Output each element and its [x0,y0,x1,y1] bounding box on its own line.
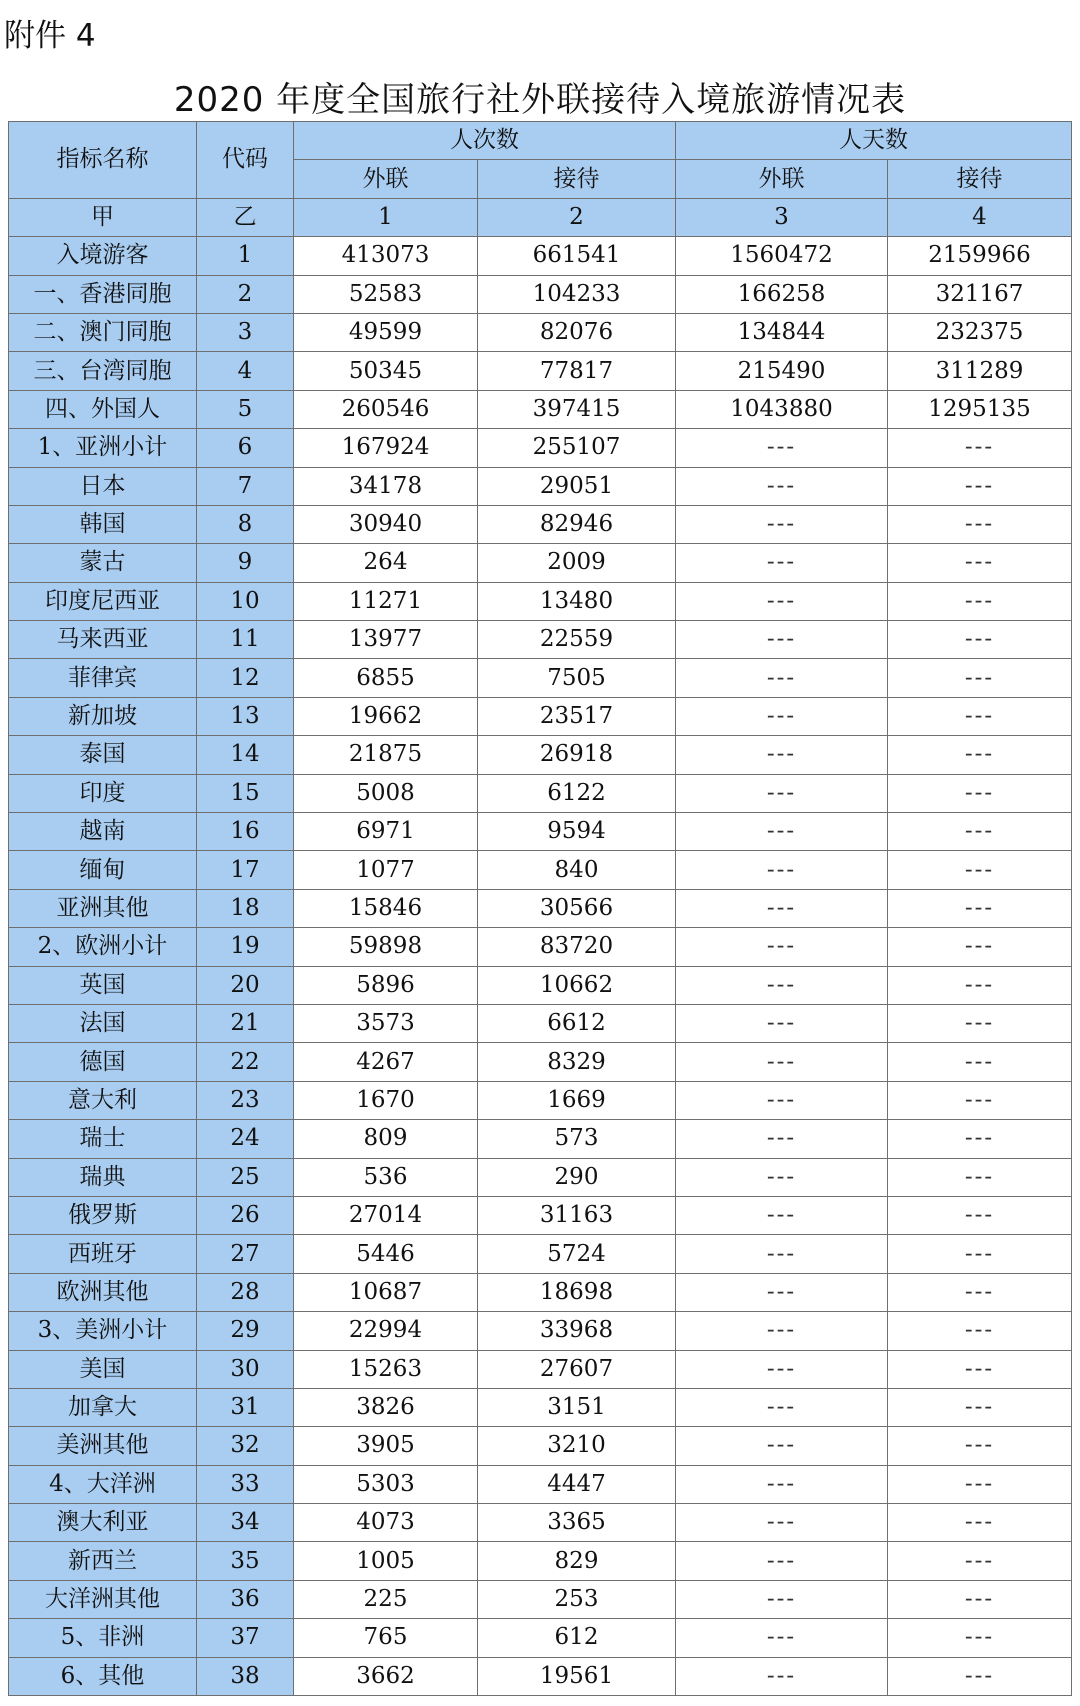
row-name-cell: 二、澳门同胞 [9,313,197,351]
row-reception-days-cell: --- [888,1196,1072,1234]
row-name-cell: 1、亚洲小计 [9,429,197,467]
row-code-cell: 34 [197,1504,294,1542]
row-code-cell: 22 [197,1043,294,1081]
row-name-cell: 四、外国人 [9,390,197,428]
row-name-cell: 日本 [9,467,197,505]
row-outbound-times-cell: 13977 [294,621,478,659]
row-outbound-days-cell: --- [676,1657,888,1695]
row-name-cell: 瑞士 [9,1120,197,1158]
row-reception-times-cell: 6122 [478,774,676,812]
row-outbound-days-cell: 134844 [676,313,888,351]
row-outbound-days-cell: --- [676,1043,888,1081]
row-outbound-times-cell: 11271 [294,582,478,620]
row-reception-days-cell: --- [888,928,1072,966]
row-reception-times-cell: 22559 [478,621,676,659]
row-reception-times-cell: 27607 [478,1350,676,1388]
row-code-cell: 11 [197,621,294,659]
row-outbound-times-cell: 6971 [294,813,478,851]
row-outbound-times-cell: 4073 [294,1504,478,1542]
row-name-cell: 泰国 [9,736,197,774]
row-reception-times-cell: 13480 [478,582,676,620]
row-outbound-days-cell: --- [676,966,888,1004]
row-code-cell: 20 [197,966,294,1004]
row-reception-times-cell: 82076 [478,313,676,351]
row-name-cell: 俄罗斯 [9,1196,197,1234]
row-reception-days-cell: --- [888,1542,1072,1580]
table-row [9,813,1072,851]
row-code-cell: 7 [197,467,294,505]
row-reception-times-cell: 77817 [478,352,676,390]
row-name-cell: 新西兰 [9,1542,197,1580]
row-code-cell: 5 [197,390,294,428]
row-outbound-times-cell: 225 [294,1580,478,1618]
header-person-times: 人次数 [294,122,676,160]
row-reception-times-cell: 104233 [478,275,676,313]
table-row [9,467,1072,505]
row-code-cell: 9 [197,544,294,582]
row-reception-days-cell: --- [888,544,1072,582]
row-reception-times-cell: 3210 [478,1427,676,1465]
row-outbound-times-cell: 50345 [294,352,478,390]
row-reception-times-cell: 661541 [478,237,676,275]
row-outbound-days-cell: --- [676,1312,888,1350]
row-outbound-days-cell: --- [676,813,888,851]
row-name-cell: 加拿大 [9,1388,197,1426]
row-name-cell: 3、美洲小计 [9,1312,197,1350]
page-title: 2020 年度全国旅行社外联接待入境旅游情况表 [173,80,907,120]
row-reception-days-cell: --- [888,1312,1072,1350]
row-code-cell: 30 [197,1350,294,1388]
row-reception-days-cell: --- [888,966,1072,1004]
row-reception-days-cell: 311289 [888,352,1072,390]
header-col-a: 甲 [9,198,197,236]
table-row [9,1465,1072,1503]
table-header [9,122,1072,237]
row-outbound-days-cell: --- [676,544,888,582]
table-row [9,1081,1072,1119]
row-name-cell: 瑞典 [9,1158,197,1196]
row-outbound-times-cell: 260546 [294,390,478,428]
table-row [9,774,1072,812]
row-reception-days-cell: --- [888,1043,1072,1081]
row-reception-times-cell: 33968 [478,1312,676,1350]
row-name-cell: 蒙古 [9,544,197,582]
row-code-cell: 33 [197,1465,294,1503]
row-reception-times-cell: 840 [478,851,676,889]
table-row [9,275,1072,313]
row-reception-days-cell: --- [888,1350,1072,1388]
table-row [9,1312,1072,1350]
row-outbound-times-cell: 765 [294,1619,478,1657]
row-name-cell: 马来西亚 [9,621,197,659]
row-code-cell: 36 [197,1580,294,1618]
row-outbound-times-cell: 21875 [294,736,478,774]
row-outbound-times-cell: 5303 [294,1465,478,1503]
row-outbound-times-cell: 6855 [294,659,478,697]
table-row [9,621,1072,659]
row-name-cell: 法国 [9,1004,197,1042]
table-row [9,966,1072,1004]
row-code-cell: 35 [197,1542,294,1580]
row-outbound-days-cell: --- [676,1235,888,1273]
header-col-1: 1 [294,198,478,236]
row-code-cell: 38 [197,1657,294,1695]
table-row [9,1273,1072,1311]
row-reception-days-cell: --- [888,1504,1072,1542]
row-outbound-times-cell: 1077 [294,851,478,889]
table-row [9,697,1072,735]
table-row [9,889,1072,927]
header-person-days: 人天数 [676,122,1072,160]
row-outbound-times-cell: 30940 [294,505,478,543]
table-row [9,659,1072,697]
row-reception-days-cell: --- [888,467,1072,505]
row-reception-times-cell: 29051 [478,467,676,505]
row-outbound-times-cell: 5446 [294,1235,478,1273]
row-outbound-times-cell: 167924 [294,429,478,467]
row-reception-times-cell: 82946 [478,505,676,543]
row-name-cell: 菲律宾 [9,659,197,697]
row-outbound-days-cell: --- [676,621,888,659]
row-reception-times-cell: 6612 [478,1004,676,1042]
row-reception-times-cell: 1669 [478,1081,676,1119]
row-code-cell: 23 [197,1081,294,1119]
row-outbound-times-cell: 52583 [294,275,478,313]
row-name-cell: 英国 [9,966,197,1004]
row-outbound-times-cell: 1005 [294,1542,478,1580]
row-code-cell: 16 [197,813,294,851]
row-code-cell: 12 [197,659,294,697]
attachment-label: 附件 4 [4,18,96,54]
row-name-cell: 三、台湾同胞 [9,352,197,390]
row-outbound-days-cell: --- [676,1465,888,1503]
row-reception-times-cell: 5724 [478,1235,676,1273]
row-reception-days-cell: --- [888,1388,1072,1426]
row-name-cell: 缅甸 [9,851,197,889]
row-outbound-times-cell: 34178 [294,467,478,505]
row-reception-days-cell: --- [888,813,1072,851]
row-code-cell: 24 [197,1120,294,1158]
row-outbound-days-cell: --- [676,659,888,697]
table-row [9,928,1072,966]
row-reception-times-cell: 31163 [478,1196,676,1234]
row-outbound-times-cell: 3662 [294,1657,478,1695]
table-row [9,429,1072,467]
row-reception-times-cell: 2009 [478,544,676,582]
row-reception-times-cell: 290 [478,1158,676,1196]
row-reception-times-cell: 19561 [478,1657,676,1695]
row-code-cell: 2 [197,275,294,313]
row-outbound-days-cell: 215490 [676,352,888,390]
row-reception-times-cell: 23517 [478,697,676,735]
row-outbound-days-cell: --- [676,1580,888,1618]
row-outbound-times-cell: 10687 [294,1273,478,1311]
row-outbound-days-cell: --- [676,429,888,467]
row-reception-days-cell: --- [888,1657,1072,1695]
table-row [9,736,1072,774]
row-code-cell: 10 [197,582,294,620]
row-reception-times-cell: 7505 [478,659,676,697]
row-outbound-times-cell: 22994 [294,1312,478,1350]
table-row [9,1580,1072,1618]
row-reception-times-cell: 18698 [478,1273,676,1311]
row-outbound-days-cell: --- [676,1542,888,1580]
row-outbound-times-cell: 5896 [294,966,478,1004]
row-code-cell: 32 [197,1427,294,1465]
row-code-cell: 6 [197,429,294,467]
row-code-cell: 17 [197,851,294,889]
table-row [9,1350,1072,1388]
row-code-cell: 25 [197,1158,294,1196]
row-name-cell: 德国 [9,1043,197,1081]
row-name-cell: 一、香港同胞 [9,275,197,313]
row-outbound-days-cell: --- [676,1196,888,1234]
row-code-cell: 19 [197,928,294,966]
row-reception-days-cell: --- [888,1081,1072,1119]
row-outbound-days-cell: --- [676,1619,888,1657]
row-code-cell: 14 [197,736,294,774]
row-reception-days-cell: --- [888,429,1072,467]
row-reception-days-cell: --- [888,1465,1072,1503]
row-name-cell: 印度尼西亚 [9,582,197,620]
row-name-cell: 入境游客 [9,237,197,275]
table-row [9,851,1072,889]
table-row [9,505,1072,543]
row-reception-days-cell: --- [888,851,1072,889]
row-name-cell: 美洲其他 [9,1427,197,1465]
header-col-b: 乙 [197,198,294,236]
row-reception-days-cell: --- [888,736,1072,774]
table-row [9,544,1072,582]
row-reception-times-cell: 3365 [478,1504,676,1542]
row-reception-times-cell: 30566 [478,889,676,927]
row-outbound-days-cell: --- [676,1504,888,1542]
row-reception-times-cell: 255107 [478,429,676,467]
row-name-cell: 2、欧洲小计 [9,928,197,966]
row-code-cell: 13 [197,697,294,735]
row-outbound-times-cell: 3826 [294,1388,478,1426]
row-outbound-days-cell: --- [676,928,888,966]
row-outbound-days-cell: --- [676,889,888,927]
data-table [8,121,1072,1696]
row-name-cell: 欧洲其他 [9,1273,197,1311]
row-outbound-days-cell: --- [676,582,888,620]
row-outbound-times-cell: 27014 [294,1196,478,1234]
row-reception-days-cell: --- [888,1004,1072,1042]
row-code-cell: 18 [197,889,294,927]
header-reception-days: 接待 [888,160,1072,198]
row-outbound-days-cell: --- [676,505,888,543]
row-reception-days-cell: --- [888,621,1072,659]
row-outbound-days-cell: --- [676,1273,888,1311]
table-row [9,582,1072,620]
row-outbound-times-cell: 59898 [294,928,478,966]
row-name-cell: 澳大利亚 [9,1504,197,1542]
row-code-cell: 15 [197,774,294,812]
header-outbound-days: 外联 [676,160,888,198]
header-col-4: 4 [888,198,1072,236]
row-outbound-times-cell: 49599 [294,313,478,351]
row-code-cell: 37 [197,1619,294,1657]
row-outbound-days-cell: --- [676,467,888,505]
row-code-cell: 4 [197,352,294,390]
row-outbound-times-cell: 15263 [294,1350,478,1388]
row-reception-days-cell: --- [888,659,1072,697]
row-reception-times-cell: 26918 [478,736,676,774]
row-code-cell: 29 [197,1312,294,1350]
row-reception-days-cell: --- [888,1120,1072,1158]
row-outbound-days-cell: --- [676,1158,888,1196]
row-reception-days-cell: --- [888,1580,1072,1618]
header-reception-times: 接待 [478,160,676,198]
row-outbound-days-cell: --- [676,1388,888,1426]
table-row [9,1619,1072,1657]
table-row [9,1657,1072,1695]
table-row [9,1004,1072,1042]
row-reception-days-cell: --- [888,774,1072,812]
row-reception-times-cell: 253 [478,1580,676,1618]
row-name-cell: 4、大洋洲 [9,1465,197,1503]
row-reception-days-cell: 2159966 [888,237,1072,275]
row-name-cell: 西班牙 [9,1235,197,1273]
row-outbound-days-cell: --- [676,1081,888,1119]
row-outbound-times-cell: 809 [294,1120,478,1158]
row-outbound-days-cell: --- [676,851,888,889]
row-code-cell: 21 [197,1004,294,1042]
row-outbound-days-cell: --- [676,697,888,735]
table-row [9,1388,1072,1426]
row-name-cell: 韩国 [9,505,197,543]
header-indicator: 指标名称 [9,122,197,199]
row-code-cell: 26 [197,1196,294,1234]
row-outbound-days-cell: --- [676,1350,888,1388]
row-reception-days-cell: --- [888,505,1072,543]
row-reception-times-cell: 4447 [478,1465,676,1503]
row-outbound-times-cell: 4267 [294,1043,478,1081]
row-code-cell: 27 [197,1235,294,1273]
row-reception-times-cell: 829 [478,1542,676,1580]
row-code-cell: 3 [197,313,294,351]
table-row [9,1158,1072,1196]
table-row [9,1196,1072,1234]
row-outbound-times-cell: 1670 [294,1081,478,1119]
row-code-cell: 8 [197,505,294,543]
row-reception-days-cell: --- [888,1235,1072,1273]
row-reception-days-cell: --- [888,697,1072,735]
table-row [9,1542,1072,1580]
row-reception-times-cell: 3151 [478,1388,676,1426]
row-reception-times-cell: 83720 [478,928,676,966]
table-row [9,1235,1072,1273]
row-reception-days-cell: --- [888,889,1072,927]
row-outbound-days-cell: --- [676,1427,888,1465]
row-reception-days-cell: --- [888,582,1072,620]
table-row [9,1120,1072,1158]
row-outbound-times-cell: 15846 [294,889,478,927]
row-reception-days-cell: 1295135 [888,390,1072,428]
row-name-cell: 意大利 [9,1081,197,1119]
table-row [9,313,1072,351]
row-reception-times-cell: 573 [478,1120,676,1158]
row-outbound-days-cell: --- [676,774,888,812]
row-reception-times-cell: 10662 [478,966,676,1004]
row-code-cell: 1 [197,237,294,275]
row-name-cell: 亚洲其他 [9,889,197,927]
row-outbound-days-cell: 166258 [676,275,888,313]
row-outbound-days-cell: 1043880 [676,390,888,428]
table-row [9,237,1072,275]
row-reception-days-cell: 232375 [888,313,1072,351]
row-name-cell: 新加坡 [9,697,197,735]
table-row [9,1427,1072,1465]
header-col-3: 3 [676,198,888,236]
row-outbound-times-cell: 413073 [294,237,478,275]
table-row [9,352,1072,390]
row-outbound-times-cell: 264 [294,544,478,582]
row-reception-days-cell: --- [888,1273,1072,1311]
row-name-cell: 大洋洲其他 [9,1580,197,1618]
row-outbound-times-cell: 5008 [294,774,478,812]
row-code-cell: 28 [197,1273,294,1311]
row-outbound-times-cell: 536 [294,1158,478,1196]
row-reception-days-cell: 321167 [888,275,1072,313]
row-name-cell: 美国 [9,1350,197,1388]
table-row [9,390,1072,428]
row-outbound-times-cell: 3573 [294,1004,478,1042]
row-outbound-days-cell: --- [676,736,888,774]
row-outbound-times-cell: 19662 [294,697,478,735]
header-outbound-times: 外联 [294,160,478,198]
row-name-cell: 5、非洲 [9,1619,197,1657]
row-outbound-days-cell: --- [676,1004,888,1042]
row-code-cell: 31 [197,1388,294,1426]
table-row [9,1043,1072,1081]
row-name-cell: 6、其他 [9,1657,197,1695]
row-reception-times-cell: 397415 [478,390,676,428]
header-col-2: 2 [478,198,676,236]
table-row [9,1504,1072,1542]
table-body [9,237,1072,1696]
row-outbound-times-cell: 3905 [294,1427,478,1465]
row-outbound-days-cell: 1560472 [676,237,888,275]
row-reception-times-cell: 8329 [478,1043,676,1081]
row-reception-days-cell: --- [888,1427,1072,1465]
row-reception-days-cell: --- [888,1158,1072,1196]
row-name-cell: 印度 [9,774,197,812]
row-reception-times-cell: 612 [478,1619,676,1657]
row-outbound-days-cell: --- [676,1120,888,1158]
row-name-cell: 越南 [9,813,197,851]
row-reception-times-cell: 9594 [478,813,676,851]
header-code: 代码 [197,122,294,199]
row-reception-days-cell: --- [888,1619,1072,1657]
